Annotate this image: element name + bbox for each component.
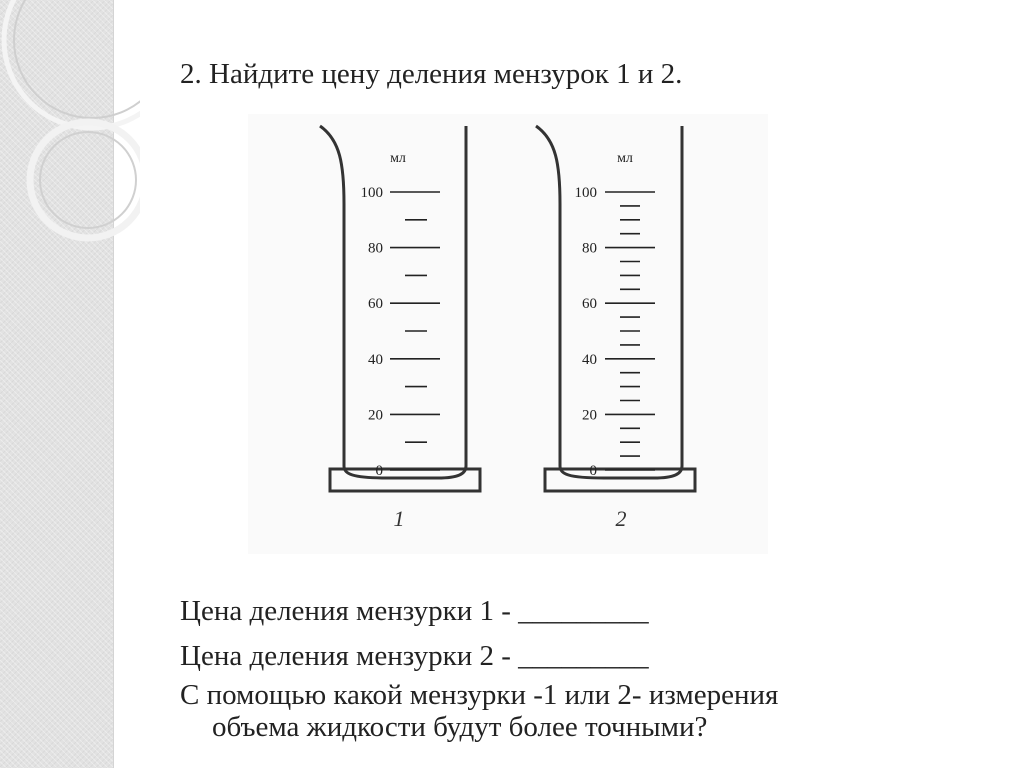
question-2-text: Цена деления мензурки 2 - _________ [180, 640, 649, 672]
cylinder-2-caption: 2 [615, 506, 627, 531]
decorative-rings [0, 0, 140, 260]
question-1-text: Цена деления мензурки 1 - _________ [180, 595, 649, 627]
cylinder-1-scale-label-60: 60 [368, 296, 383, 313]
cylinder-2-unit-label: мл [617, 151, 633, 166]
cylinder-1-scale-label-80: 80 [368, 240, 383, 257]
cylinder-2-scale-label-80: 80 [582, 240, 597, 257]
cylinder-2-scale-label-40: 40 [582, 351, 597, 368]
cylinder-1-caption: 1 [393, 506, 405, 531]
cylinder-2-scale-label-20: 20 [582, 407, 597, 424]
question-3-text-line1: С помощью какой мензурки -1 или 2- измерения [180, 679, 779, 711]
cylinder-1-scale-label-40: 40 [368, 351, 383, 368]
figure-background [248, 114, 768, 554]
cylinder-2-scale-label-100: 100 [574, 185, 597, 201]
cylinder-1-scale-label-0: 0 [375, 463, 383, 479]
cylinder-2-scale-label-60: 60 [582, 296, 597, 313]
cylinder-1-scale-label-100: 100 [360, 185, 383, 201]
measuring-cylinders-figure [248, 114, 768, 554]
cylinder-1-unit-label: мл [390, 151, 406, 166]
cylinder-1-scale-label-20: 20 [368, 407, 383, 424]
cylinder-2-scale-label-0: 0 [589, 463, 597, 479]
question-3-text-line2: объема жидкости будут более точными? [212, 711, 708, 743]
task-title: 2. Найдите цену деления мензурок 1 и 2. [180, 58, 683, 90]
